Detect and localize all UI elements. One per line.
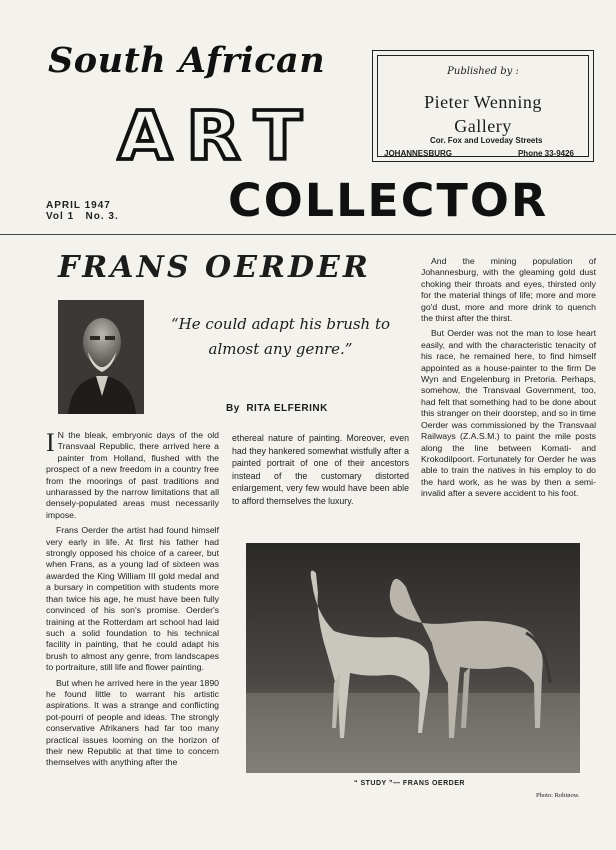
art-wordmark [118, 97, 316, 175]
drop-cap: I [46, 428, 55, 457]
article-headline: FRANS OERDER [58, 250, 371, 285]
portrait-photo [58, 300, 144, 414]
publisher-name-line1: Pieter Wenning [424, 92, 542, 112]
paragraph: But when he arrived here in the year 1890 he found little to warrant his artistic aspirations. It was a strange and conflicting pot-pourri of people and ideas. The strongly conservative Afrikaners had far too many practical issues looming on the horizon of their new Republic at that time to concern themselves with anything after the [46, 677, 219, 768]
issue-info [46, 200, 119, 222]
paragraph: Frans Oerder the artist had found himself very early in life. At first his father had strongly opposed his choice of a career, but when Frans, as a young lad of sixteen was awarded the King William III gold medal and a bursary in competition with students more than twice his age, he must have been fully convinced of his son's promise. Oerder's training at the Rotterdam art school had laid such a solid foundation to his technical facility in painting, that he could adapt his brush to almost any genre, from landscapes to portraiture, still life and flower painting. [46, 525, 219, 673]
publisher-name-line2: Gallery [454, 116, 512, 136]
article-column-right [421, 256, 596, 504]
issue-volume: Vol 1 No. 3. [46, 211, 119, 222]
masthead-divider [0, 234, 616, 235]
publisher-box-inner [377, 55, 589, 157]
paragraph: ethereal nature of painting. Moreover, even had they hankered somewhat wistfully after a painted portrait of one of their ancestors instead of the customary distorted enlargement, very few would have been able to afford themselves the luxury. [232, 433, 409, 506]
painting-photo [246, 543, 580, 773]
publisher-address: Cor. Fox and Loveday Streets [430, 136, 543, 145]
article-column-middle [232, 432, 409, 512]
published-by-label: Published by : [447, 66, 519, 77]
art-letter-r: R [186, 97, 241, 175]
article-column-left [46, 430, 219, 773]
art-letter-t: T [254, 97, 302, 175]
pull-quote: “He could adapt his brush to almost any genre.” [170, 315, 391, 358]
collector-wordmark: COLLECTOR [228, 174, 549, 227]
paragraph [46, 430, 219, 521]
publisher-city: JOHANNESBURG [384, 149, 453, 158]
issue-date: APRIL 1947 [46, 200, 111, 211]
paragraph: But Oerder was not the man to lose heart easily, and with the characteristic tenacity of his race, he remained here, to find himself appointed as a house-painter to the firm De Wyn and Engelenburg in Pretoria. Perhaps, somehow, the Transvaal Government, too, had felt that something had to be done about this stranger on their doorstep, and so in time Oerder was commissioned by the Transvaal Railways (Z.A.S.M.) to paint the mile posts along the line between Komati- and Krokodilpoort. Fortunately for Oerder he was able to train the natives in his employ to do the hard work, as he was by then a semi-invalid after a severe accident to his foot. [421, 328, 596, 499]
art-letter-a: A [118, 97, 173, 175]
photo-credit: Photo: Robinow. [536, 792, 580, 799]
paragraph-text: N the bleak, embryonic days of the old Transvaal Republic, there arrived here a painter from Holland, flushed with the prospect of a new freedom in a country free from the moorings of past traditions and unharassed by the narrow limitations that all densely-populated areas must necessarily impose. [46, 430, 219, 520]
publisher-phone: Phone 33-9426 [517, 149, 574, 158]
publisher-box [372, 50, 594, 162]
paragraph: And the mining population of Johannesburg, with the gleaming gold dust choking their throats and eyes, thirsted only for the material things of life; more and more go'd dust, more and more drink to quench the thirst after the thirst. [421, 256, 596, 324]
photo-caption: “ STUDY ”— FRANS OERDER [354, 780, 465, 787]
publisher-name [378, 90, 588, 138]
byline: By RITA ELFERINK [226, 403, 328, 414]
masthead-title: South African [48, 40, 326, 81]
